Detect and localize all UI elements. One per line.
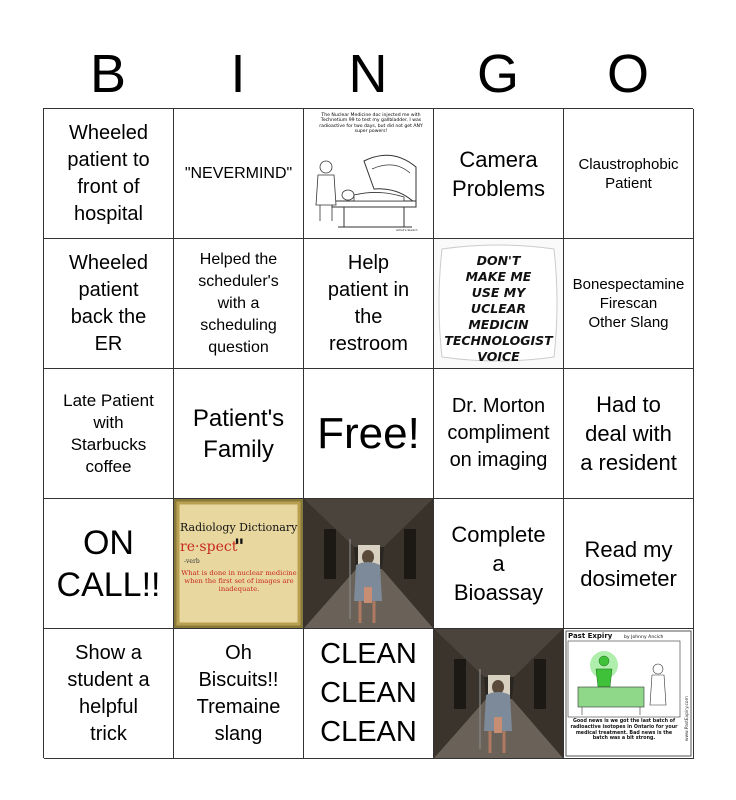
bingo-cell-r4c4[interactable] (564, 629, 694, 759)
dictionary-pos: -verb (184, 558, 200, 565)
header-letter-o: O (606, 44, 649, 104)
bingo-cell-r0c2[interactable] (304, 109, 434, 239)
bingo-cell-r1c4[interactable] (564, 239, 694, 369)
svg-text:Artist's Sketch: Artist's Sketch (396, 228, 418, 232)
free-space-text: Free! (317, 408, 420, 458)
bingo-grid (43, 108, 693, 758)
bingo-cell-r4c0[interactable] (44, 629, 174, 759)
radiology-dictionary-image (174, 499, 303, 628)
bingo-cell-r2c0[interactable] (44, 369, 174, 499)
cell-text: ON CALL!! (56, 523, 161, 604)
cartoon-caption: The Nuclear Medicine doc injected me with Technetium 99 to test my gallbladder. I was radioactive for two days, but did not get ANY super powers! (319, 113, 423, 135)
pillow-image (434, 239, 563, 368)
pillow-text: DON'T MAKE ME USE MY UCLEAR MEDICIN TECHNOLOGIST VOICE (444, 253, 553, 364)
cell-text: Read my dosimeter (580, 536, 677, 591)
hospital-hallway-photo (434, 629, 563, 758)
bingo-cell-r2c4[interactable] (564, 369, 694, 499)
comic-title: Past Expiry (568, 632, 613, 640)
header-letter-b: B (89, 44, 127, 104)
cell-text: Bonespectamine Firescan Other Slang (572, 276, 685, 331)
cell-text: Late Patient with Starbucks coffee (63, 390, 154, 476)
cell-text: Complete a Bioassay (451, 522, 546, 605)
header-letter-g: G (476, 44, 519, 104)
bingo-cell-r1c0[interactable] (44, 239, 174, 369)
bingo-cell-r2c3[interactable] (434, 369, 564, 499)
header-letter-i: I (230, 44, 246, 104)
cell-text: Wheeled patient back the ER (69, 251, 148, 355)
bingo-cell-r3c2[interactable] (304, 499, 434, 629)
cell-text: Oh Biscuits!! Tremaine slang (196, 641, 281, 745)
bingo-cell-r3c0[interactable] (44, 499, 174, 629)
cell-text: Claustrophobic Patient (578, 155, 679, 192)
cell-text: Patient's Family (192, 404, 285, 463)
dictionary-definition: What is done in nuclear medicine when the first set of images are inadequate. (181, 569, 297, 593)
bingo-cell-r4c2[interactable] (304, 629, 434, 759)
bingo-cell-r4c1[interactable] (174, 629, 304, 759)
cell-text: "NEVERMIND" (184, 164, 293, 182)
bingo-cell-r0c4[interactable] (564, 109, 694, 239)
cell-text: Wheeled patient to front of hospital (67, 121, 150, 225)
bingo-cell-r0c1[interactable] (174, 109, 304, 239)
cell-text: Helped the scheduler's with a scheduling question (198, 250, 279, 356)
bingo-cell-r3c1[interactable] (174, 499, 304, 629)
cell-text: Dr. Morton compliment on imaging (447, 395, 550, 471)
comic-side-url: www.PastExpiry.com (685, 696, 690, 741)
bingo-cell-r2c1[interactable] (174, 369, 304, 499)
dictionary-title: Radiology Dictionary (180, 521, 298, 534)
cell-text: Help patient in the restroom (327, 251, 410, 355)
comic-caption: Good news is we got the last batch of radioactive isotopes in Ontario for your medical treatment. Bad news is the batch was a bit strong. (570, 719, 678, 742)
bingo-cell-r1c1[interactable] (174, 239, 304, 369)
cell-text: CLEAN CLEAN CLEAN (320, 638, 417, 748)
past-expiry-comic-image (564, 629, 693, 758)
cell-text: Show a student a helpful trick (67, 641, 150, 745)
bingo-cell-r1c3[interactable] (434, 239, 564, 369)
svg-text:": " (234, 534, 245, 558)
bingo-cell-r4c3[interactable] (434, 629, 564, 759)
bingo-cell-r0c3[interactable] (434, 109, 564, 239)
bingo-cell-r1c2[interactable] (304, 239, 434, 369)
hospital-hallway-photo (304, 499, 433, 628)
dictionary-word: re·spect (180, 539, 238, 555)
bingo-cell-r3c4[interactable] (564, 499, 694, 629)
cell-text: Had to deal with a resident (580, 392, 677, 475)
bingo-cell-r2c2-free[interactable] (304, 369, 434, 499)
bingo-header (43, 40, 693, 108)
header-letter-n: N (348, 44, 388, 104)
bingo-cell-r3c3[interactable] (434, 499, 564, 629)
bingo-cell-r0c0[interactable] (44, 109, 174, 239)
cell-text: Camera Problems (452, 146, 545, 201)
comic-author: by Johnny Ancich (624, 635, 664, 640)
nuclear-medicine-cartoon-image (304, 109, 433, 238)
